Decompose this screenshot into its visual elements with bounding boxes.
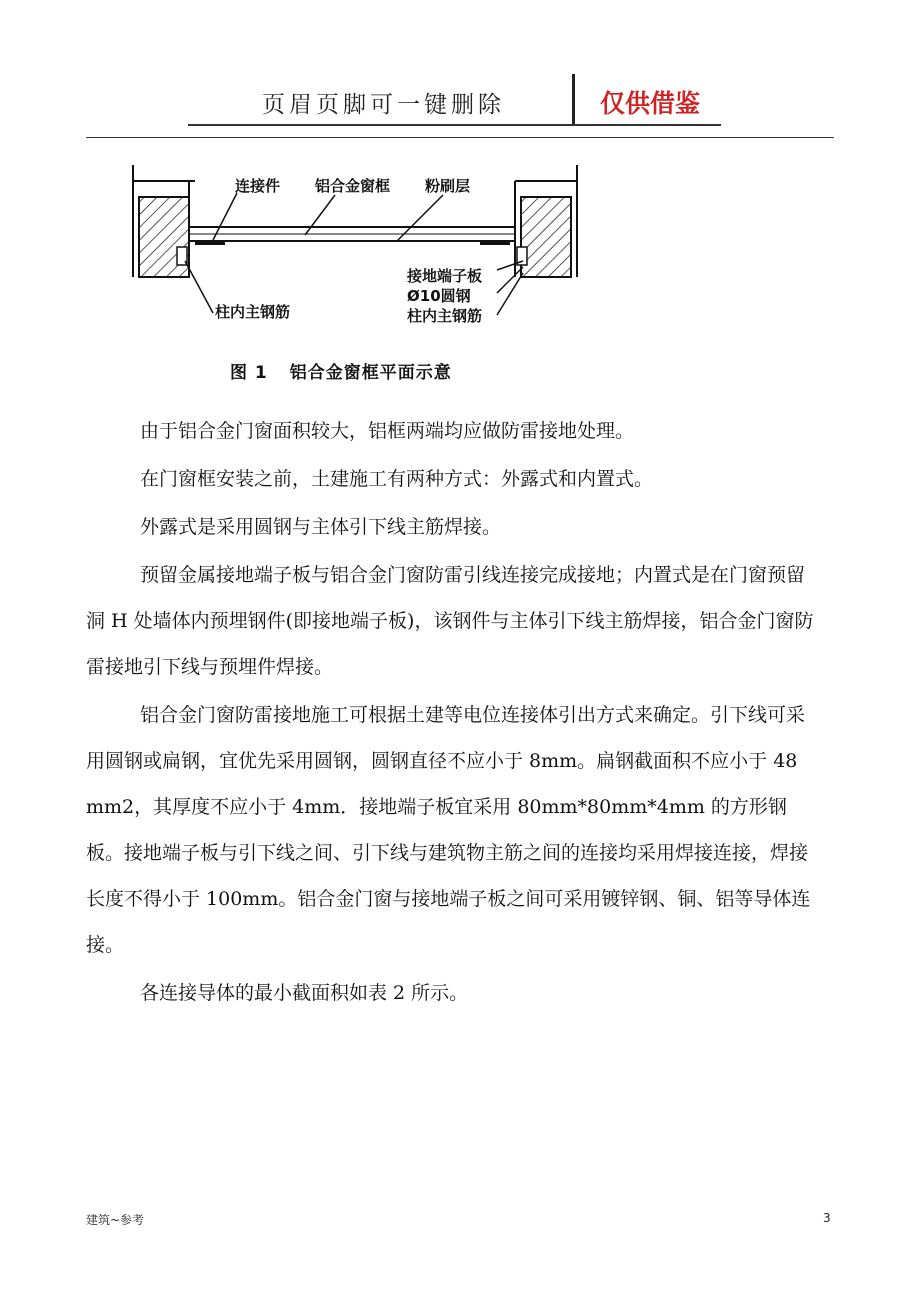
leader-lines — [185, 193, 523, 315]
paragraph: 铝合金门窗防雷接地施工可根据土建等电位连接体引出方式来确定。引下线可采用圆钢或扁钢，宜优先采用圆钢，圆钢直径不应小于 8mm。扁钢截面积不应小于 48 mm2，其厚度不应小于 4mm．接地端子板宜采用 80mm*80mm*4mm 的方形钢板。接地端子板与引下线之间、引下线与建筑物主筋之间的连接均采用焊接连接，焊接长度不得小于 100mm。铝合金门窗与接地端子板之间可采用镀锌钢、铜、铝等导体连接。 — [86, 704, 811, 956]
paragraph: 在门窗框安装之前，土建施工有两种方式：外露式和内置式。 — [140, 468, 654, 490]
right-column — [515, 165, 577, 277]
header-stamp: 仅供借鉴 — [600, 89, 701, 118]
page-number: 3 — [823, 1211, 831, 1225]
window-frame-diagram — [125, 165, 585, 340]
page-header — [0, 0, 920, 140]
label-rebar-right: 柱内主钢筋 — [407, 307, 483, 325]
body-text — [86, 408, 816, 1018]
figure-number: 图 1 — [230, 363, 268, 383]
label-connector: 连接件 — [235, 177, 281, 195]
label-plaster: 粉刷层 — [425, 177, 471, 195]
left-column — [133, 165, 195, 277]
header-note: 页眉页脚可一键删除 — [262, 92, 505, 118]
paragraph: 预留金属接地端子板与铝合金门窗防雷引线连接完成接地；内置式是在门窗预留洞 H 处墙体内预埋钢件(即接地端子板)，该钢件与主体引下线主筋焊接，铝合金门窗防雷接地引下线与预埋件焊接。 — [86, 564, 814, 678]
paragraph: 各连接导体的最小截面积如表 2 所示。 — [140, 982, 469, 1004]
footer-label: 建筑~参考 — [86, 1213, 145, 1227]
window-frame — [189, 227, 515, 245]
header-rule-long — [86, 137, 834, 138]
label-round-steel: Ø10圆钢 — [407, 287, 471, 305]
label-rebar-left: 柱内主钢筋 — [215, 303, 291, 321]
header-rule — [188, 124, 721, 126]
label-terminal-plate: 接地端子板 — [407, 267, 483, 285]
figure-caption — [230, 358, 452, 383]
figure-title: 铝合金窗框平面示意 — [289, 363, 452, 383]
label-frame: 铝合金窗框 — [315, 177, 391, 195]
paragraph: 由于铝合金门窗面积较大，铝框两端均应做防雷接地处理。 — [140, 420, 635, 442]
paragraph: 外露式是采用圆钢与主体引下线主筋焊接。 — [140, 516, 502, 538]
header-divider — [572, 74, 575, 126]
